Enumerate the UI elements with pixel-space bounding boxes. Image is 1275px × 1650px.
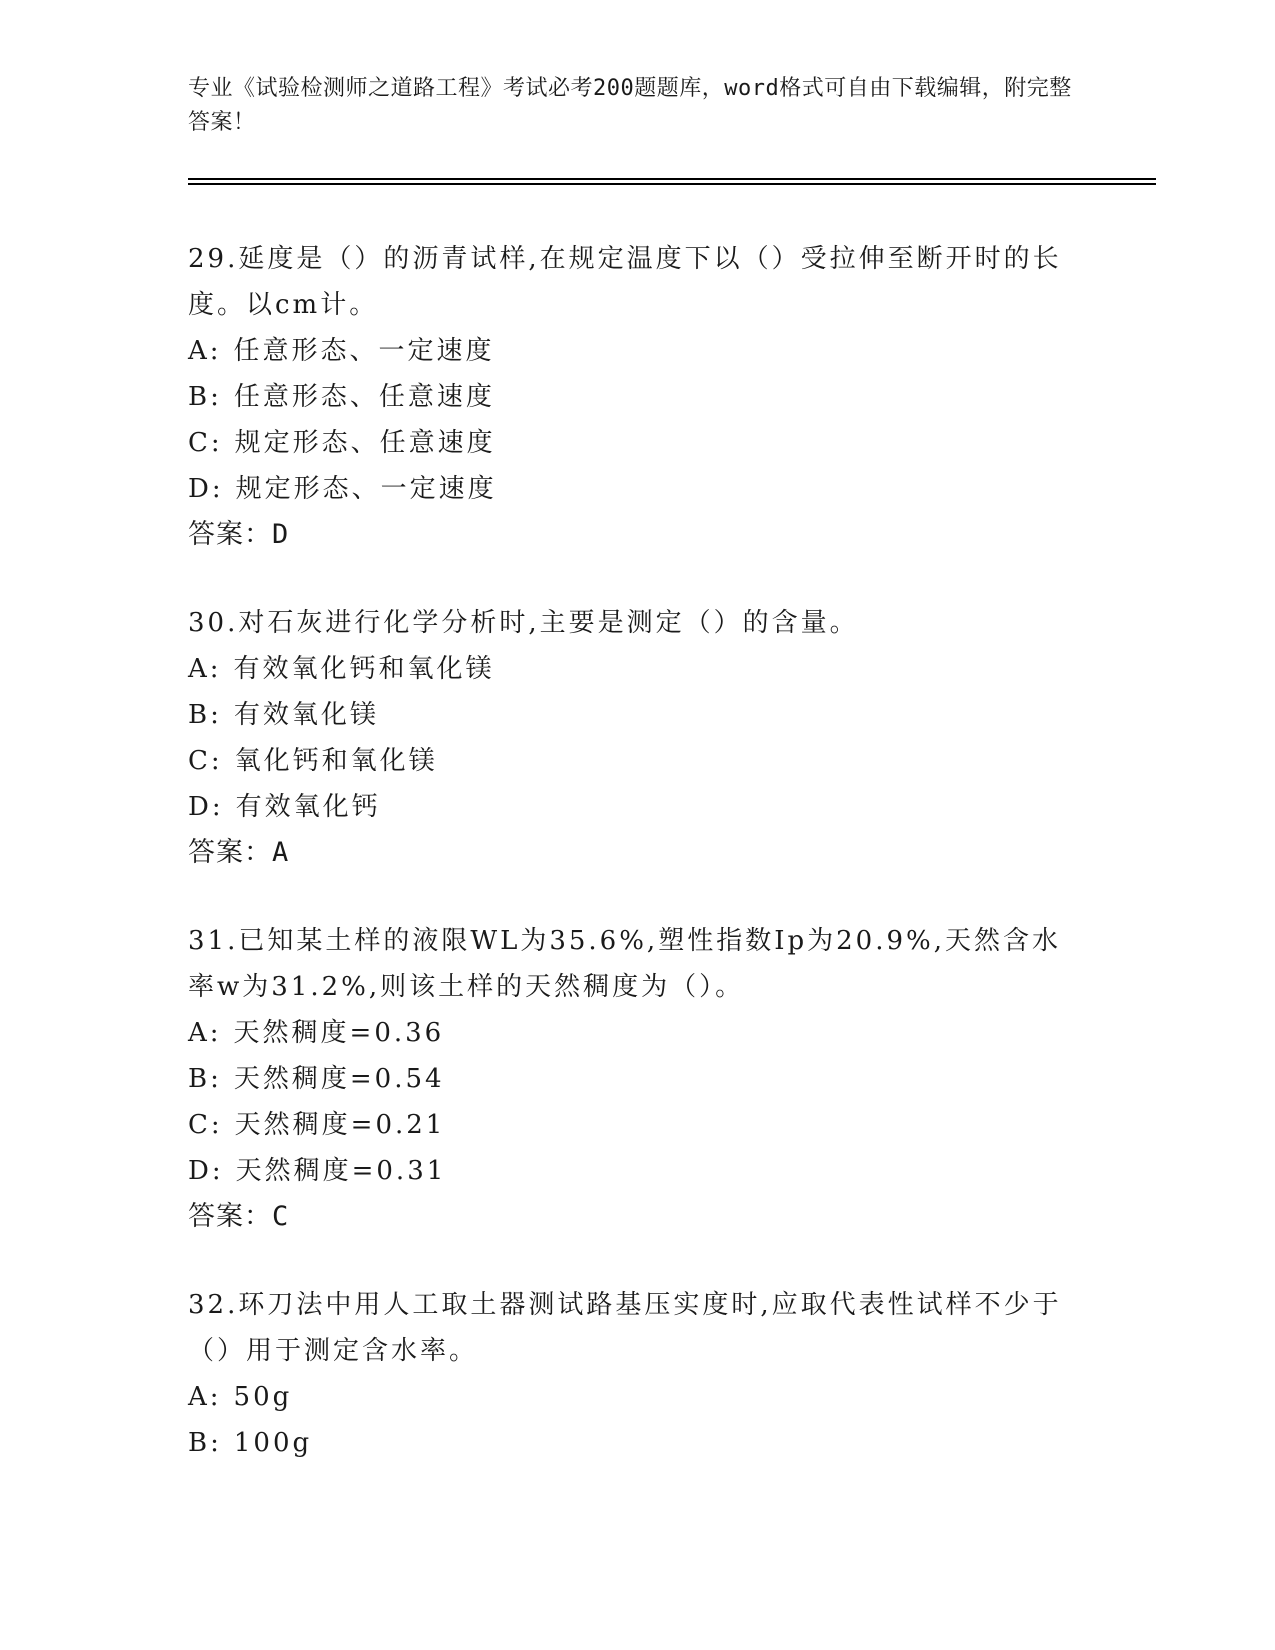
option-label: A: (188, 1018, 222, 1048)
question-stem: 32.环刀法中用人工取土器测试路基压实度时,应取代表性试样不少于（）用于测定含水率。 (188, 1290, 1062, 1366)
option-a (188, 328, 1068, 374)
option-label: D: (188, 792, 224, 822)
option-c (188, 738, 1068, 784)
option-b (188, 1056, 1068, 1102)
option-b (188, 374, 1068, 420)
document-header: 专业《试验检测师之道路工程》考试必考200题题库，word格式可自由下载编辑，附完整答案！ (188, 76, 1072, 135)
option-c (188, 1102, 1068, 1148)
option-label: C: (188, 428, 223, 458)
option-text: 有效氧化镁 (233, 700, 379, 730)
option-b (188, 692, 1068, 738)
option-text: 50g (233, 1382, 293, 1412)
option-label: C: (188, 746, 223, 776)
option-text: 天然稠度=0.21 (234, 1110, 446, 1140)
question-32 (188, 1282, 1068, 1466)
option-d (188, 1148, 1068, 1194)
option-d (188, 466, 1068, 512)
option-text: 天然稠度=0.54 (233, 1064, 445, 1094)
option-label: B: (188, 1064, 222, 1094)
option-a (188, 1010, 1068, 1056)
option-label: D: (188, 1156, 224, 1186)
option-label: B: (188, 1428, 222, 1458)
option-text: 任意形态、任意速度 (233, 382, 495, 412)
question-list (188, 236, 1068, 1508)
option-text: 有效氧化钙和氧化镁 (233, 654, 495, 684)
question-29 (188, 236, 1068, 558)
question-30 (188, 600, 1068, 876)
option-text: 氧化钙和氧化镁 (234, 746, 438, 776)
option-label: C: (188, 1110, 223, 1140)
question-31 (188, 918, 1068, 1240)
header-divider-top (188, 178, 1156, 180)
option-d (188, 784, 1068, 830)
option-text: 规定形态、一定速度 (235, 474, 497, 504)
header-divider-bottom (188, 183, 1156, 185)
question-stem: 29.延度是（）的沥青试样,在规定温度下以（）受拉伸至断开时的长度。以cm计。 (188, 244, 1062, 320)
question-stem: 30.对石灰进行化学分析时,主要是测定（）的含量。 (188, 608, 859, 638)
option-label: B: (188, 382, 222, 412)
question-stem: 31.已知某土样的液限WL为35.6%,塑性指数Ip为20.9%,天然含水率w为31.2%,则该土样的天然稠度为（）。 (188, 926, 1061, 1002)
option-text: 有效氧化钙 (235, 792, 381, 822)
option-a (188, 1374, 1068, 1420)
option-c (188, 420, 1068, 466)
option-label: B: (188, 700, 222, 730)
option-b (188, 1420, 1068, 1466)
option-label: A: (188, 1382, 222, 1412)
answer-line: 答案：C (188, 1201, 290, 1232)
option-text: 规定形态、任意速度 (234, 428, 496, 458)
option-label: D: (188, 474, 224, 504)
option-text: 任意形态、一定速度 (233, 336, 495, 366)
answer-line: 答案：A (188, 837, 290, 868)
option-a (188, 646, 1068, 692)
option-label: A: (188, 336, 222, 366)
answer-line: 答案：D (188, 519, 290, 550)
option-text: 天然稠度=0.36 (233, 1018, 445, 1048)
option-text: 天然稠度=0.31 (235, 1156, 447, 1186)
option-label: A: (188, 654, 222, 684)
option-text: 100g (233, 1428, 313, 1458)
